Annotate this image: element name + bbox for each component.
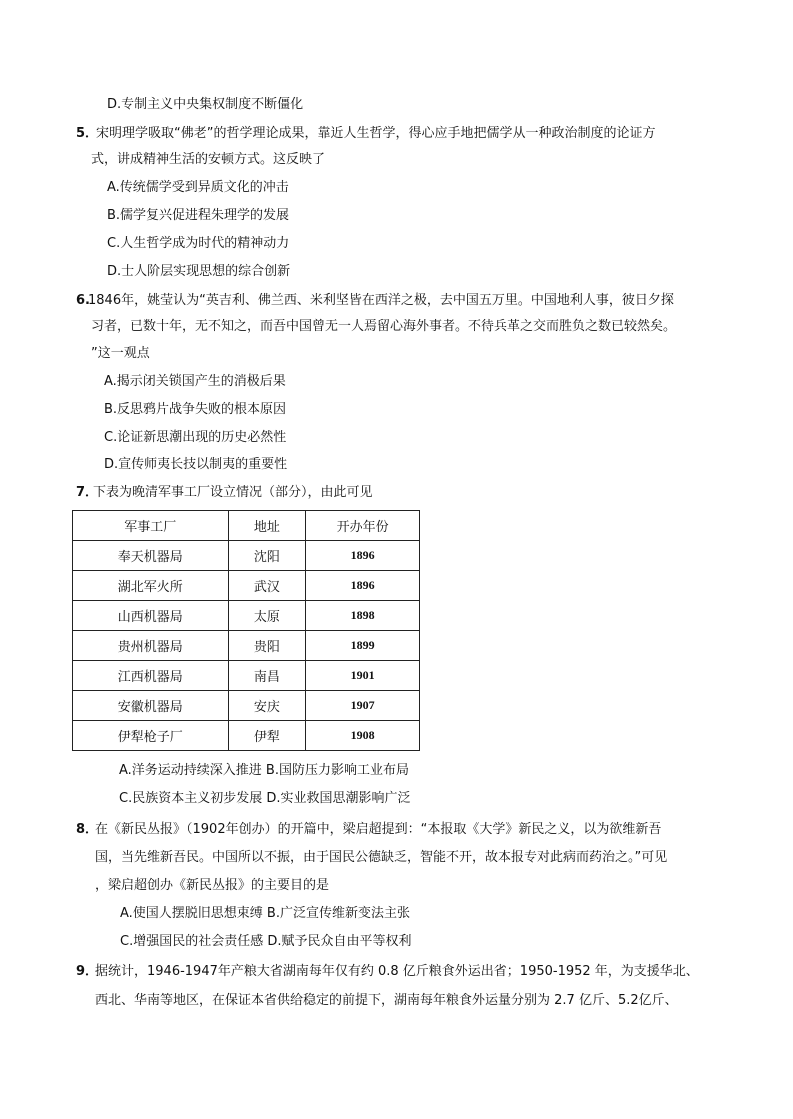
location-cell: 武汉 (228, 571, 306, 601)
q8-stem-line-1: 在《新民丛报》（1902年创办）的开篇中，梁启超提到：“本报取《大学》新民之义，以为欲维新吾 (95, 822, 662, 837)
table-row (73, 691, 420, 721)
q8-stem-line-3: ，梁启超创办《新民丛报》的主要目的是 (95, 878, 330, 893)
q6-option-b: B.反思鸦片战争失败的根本原因 (104, 402, 287, 417)
year-cell: 1901 (306, 661, 420, 691)
year-cell: 1896 (306, 571, 420, 601)
factory-name-cell: 江西机器局 (73, 661, 229, 691)
q8-number: 8． (76, 822, 99, 837)
q5-stem-line-2: 式，讲成精神生活的安顿方式。这反映了 (91, 152, 326, 167)
q6-stem-line-2: 习者，已数十年，无不知之，而吾中国曾无一人焉留心海外事者。不待兵革之交而胜负之数已较然矣。 (91, 319, 677, 334)
q9-number: 9． (76, 964, 99, 979)
location-cell: 太原 (228, 601, 306, 631)
table-row (73, 661, 420, 691)
factory-name-cell: 湖北军火所 (73, 571, 229, 601)
factory-name-cell: 山西机器局 (73, 601, 229, 631)
factory-name-cell: 贵州机器局 (73, 631, 229, 661)
year-cell: 1898 (306, 601, 420, 631)
q6-stem-line-3: ”这一观点 (91, 346, 150, 361)
q6-option-a: A.揭示闭关锁国产生的消极后果 (104, 374, 286, 389)
q9-stem-line-2: 西北、华南等地区，在保证本省供给稳定的前提下，湖南每年粮食外运量分别为 2.7 亿斤、5.2亿斤、 (95, 993, 678, 1008)
year-cell: 1899 (306, 631, 420, 661)
factory-table (72, 510, 420, 751)
year-cell: 1896 (306, 541, 420, 571)
q7-options-row-2: C.民族资本主义初步发展 D.实业救国思潮影响广泛 (119, 791, 411, 806)
q5-option-a: A.传统儒学受到异质文化的冲击 (107, 180, 289, 195)
table-header-cell: 开办年份 (306, 511, 420, 541)
q8-options-row-1: A.使国人摆脱旧思想束缚 B.广泛宣传维新变法主张 (120, 906, 410, 921)
year-cell: 1907 (306, 691, 420, 721)
q5-stem-line-1: 宋明理学吸取“佛老”的哲学理论成果，靠近人生哲学，得心应手地把儒学从一种政治制度的论证方 (96, 126, 656, 141)
location-cell: 南昌 (228, 661, 306, 691)
q6-option-d: D.宣传师夷长技以制夷的重要性 (104, 457, 288, 472)
table-header-cell: 军事工厂 (73, 511, 229, 541)
q8-stem-line-2: 国，当先维新吾民。中国所以不振，由于国民公德缺乏，智能不开，故本报专对此病而药治之。”可见 (95, 850, 668, 865)
location-cell: 伊犁 (228, 721, 306, 751)
year-cell: 1908 (306, 721, 420, 751)
table-header-cell: 地址 (228, 511, 306, 541)
q7-stem: 下表为晚清军事工厂设立情况（部分），由此可见 (93, 485, 373, 500)
location-cell: 贵阳 (228, 631, 306, 661)
table-row (73, 721, 420, 751)
q6-option-c: C.论证新思潮出现的历史必然性 (104, 430, 287, 445)
q5-number: 5． (76, 126, 99, 141)
factory-name-cell: 安徽机器局 (73, 691, 229, 721)
q5-option-c: C.人生哲学成为时代的精神动力 (107, 236, 290, 251)
q4-option-d: D.专制主义中央集权制度不断僵化 (107, 97, 304, 112)
location-cell: 安庆 (228, 691, 306, 721)
table-row (73, 571, 420, 601)
q6-number: 6. (76, 293, 90, 308)
table-row (73, 601, 420, 631)
table-header-row (73, 511, 420, 541)
q8-options-row-2: C.增强国民的社会责任感 D.赋予民众自由平等权利 (120, 934, 412, 949)
table-row (73, 541, 420, 571)
table-row (73, 631, 420, 661)
q5-option-d: D.士人阶层实现思想的综合创新 (107, 264, 291, 279)
q7-number: 7． (76, 485, 99, 500)
q6-stem-line-1: 1846年，姚莹认为“英吉利、佛兰西、米利坚皆在西洋之极，去中国五万里。中国地利人事，彼日夕探 (88, 293, 674, 308)
factory-name-cell: 伊犁枪子厂 (73, 721, 229, 751)
q5-option-b: B.儒学复兴促进程朱理学的发展 (107, 208, 290, 223)
location-cell: 沈阳 (228, 541, 306, 571)
q9-stem-line-1: 据统计，1946-1947年产粮大省湖南每年仅有约 0.8 亿斤粮食外运出省；1950-1952 年，为支援华北、 (95, 964, 699, 979)
q7-options-row-1: A.洋务运动持续深入推进 B.国防压力影响工业布局 (119, 763, 409, 778)
factory-name-cell: 奉天机器局 (73, 541, 229, 571)
